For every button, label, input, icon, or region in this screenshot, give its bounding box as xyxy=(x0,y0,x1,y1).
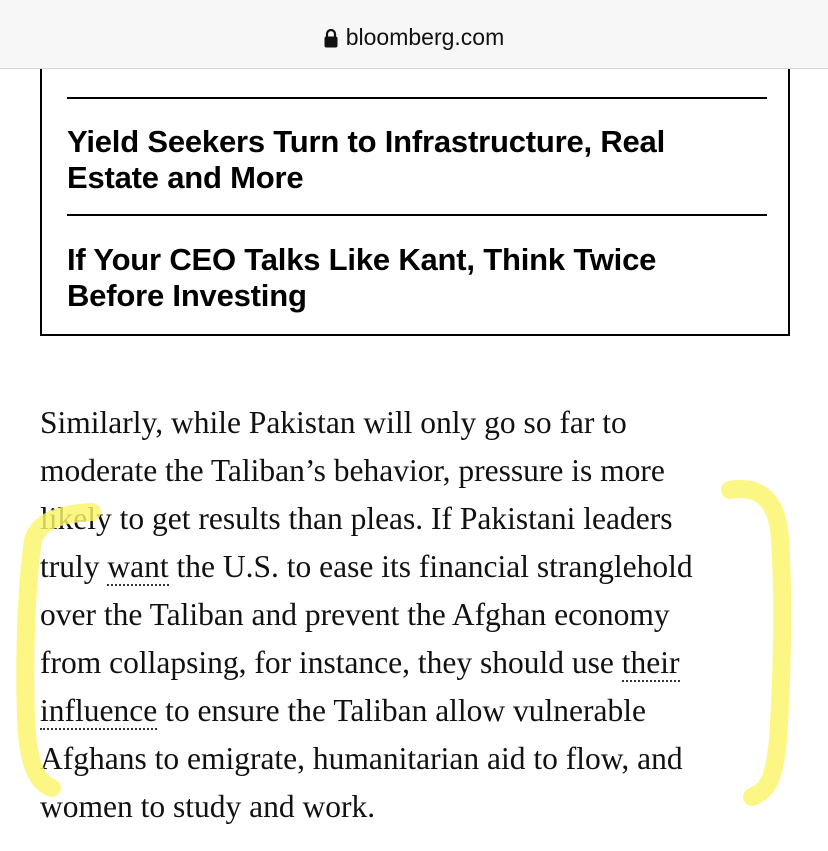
article-text-segment: from collapsing, for instance, they should use xyxy=(40,645,622,680)
article-line xyxy=(40,639,800,687)
article-line: Similarly, while Pakistan will only go so far to xyxy=(40,405,627,440)
url-display[interactable] xyxy=(324,24,505,51)
article-link-want[interactable]: want xyxy=(107,549,169,584)
article-text-segment: to ensure the Taliban allow vulnerable xyxy=(157,693,646,728)
article-text-segment: truly xyxy=(40,549,108,584)
article-text-segment: the U.S. to ease its financial stranglehold xyxy=(168,549,693,584)
related-story-link[interactable] xyxy=(67,124,767,196)
related-story-line: Before Investing xyxy=(67,278,307,313)
article-line: women to study and work. xyxy=(40,789,376,824)
article-line: over the Taliban and prevent the Afghan economy xyxy=(40,597,670,632)
related-story-line: Yield Seekers Turn to Infrastructure, Real xyxy=(67,124,666,159)
article-line: likely to get results than pleas. If Pakistani leaders xyxy=(40,501,673,536)
article-line xyxy=(40,687,800,735)
related-story-line: If Your CEO Talks Like Kant, Think Twice xyxy=(67,242,657,277)
article-line xyxy=(40,543,800,591)
article-paragraph xyxy=(40,399,800,831)
article-line: moderate the Taliban’s behavior, pressure is more xyxy=(40,453,665,488)
related-story-line: Estate and More xyxy=(67,160,304,195)
url-domain: bloomberg.com xyxy=(345,24,505,50)
article-link-their-influence[interactable]: their xyxy=(621,645,680,680)
related-divider xyxy=(67,97,767,99)
article-link-their-influence-cont[interactable]: influence xyxy=(40,693,158,728)
article-line: Afghans to emigrate, humanitarian aid to flow, and xyxy=(40,741,683,776)
browser-url-bar[interactable] xyxy=(0,0,828,69)
lock-icon xyxy=(324,28,338,48)
related-divider xyxy=(67,214,767,216)
related-story-link[interactable] xyxy=(67,242,767,314)
